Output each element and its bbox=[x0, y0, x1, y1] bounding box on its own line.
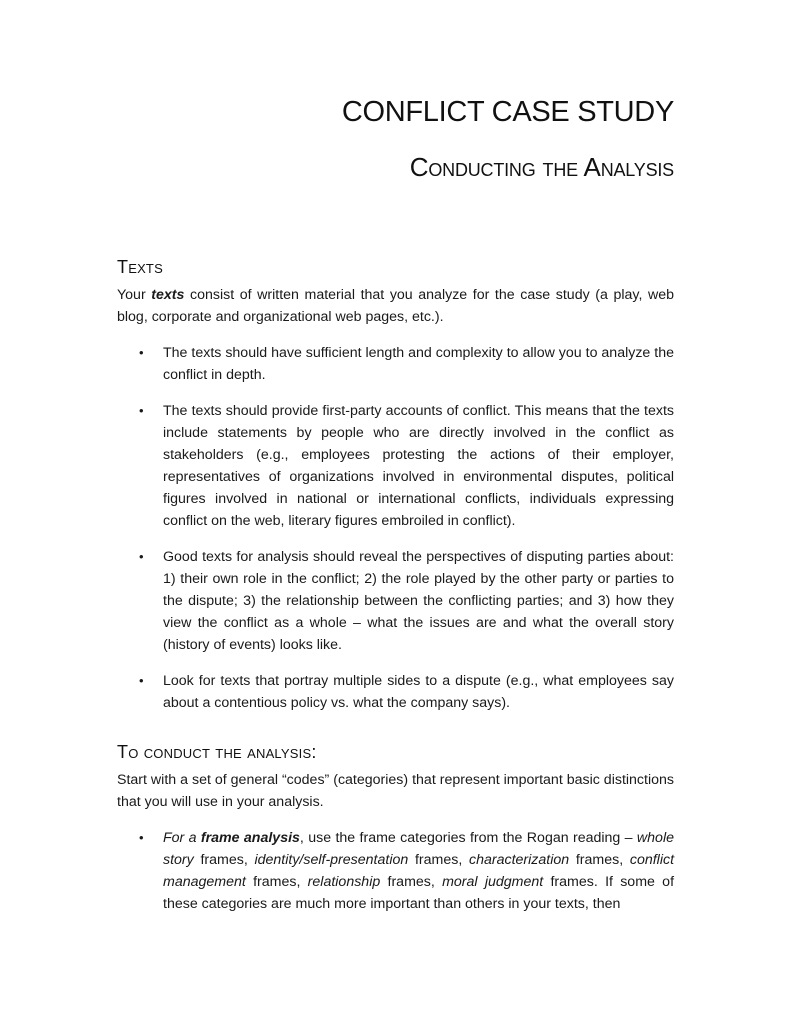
frame-analysis-term: frame analysis bbox=[200, 830, 300, 846]
document-body bbox=[117, 256, 674, 915]
texts-intro-paragraph bbox=[117, 284, 674, 328]
intro-text: Your bbox=[117, 287, 152, 303]
list-item bbox=[117, 670, 674, 714]
list-item bbox=[117, 546, 674, 656]
list-item-text: Look for texts that portray multiple sides to a dispute (e.g., what employees say about a contentious policy vs. what the company says). bbox=[163, 673, 674, 711]
bullet-icon: • bbox=[139, 403, 144, 418]
frame-name: conflict management bbox=[163, 852, 675, 890]
analysis-bullet-list bbox=[117, 827, 674, 915]
frame-lead: For a bbox=[163, 830, 201, 846]
frame-text: frames. If some of these categories are much more important than others in your texts, then bbox=[163, 874, 675, 912]
frame-name: identity/self-presentation bbox=[254, 852, 409, 868]
frame-text: frames, bbox=[380, 874, 443, 890]
frame-text: frames, bbox=[408, 852, 469, 868]
bullet-icon: • bbox=[139, 549, 144, 564]
list-item-text: The texts should have sufficient length and complexity to allow you to analyze the conflict in depth. bbox=[163, 345, 674, 383]
list-item-text: The texts should provide first-party accounts of conflict. This means that the texts include statements by people who are directly involved in the conflict as stakeholders (e.g., employees protesting the actions of their employer, representatives of organizations involved in environmental disputes, political figures involved in national or international conflicts, individuals expressing conflict on the web, literary figures embroiled in conflict). bbox=[163, 403, 674, 529]
frame-text: , use the frame categories from the Rogan reading – bbox=[299, 830, 637, 846]
page-subtitle: Conducting the Analysis bbox=[409, 152, 674, 182]
frame-text: frames, bbox=[193, 852, 255, 868]
frame-text: frames, bbox=[569, 852, 630, 868]
list-item bbox=[117, 400, 674, 532]
bullet-icon: • bbox=[139, 830, 144, 845]
frame-name: relationship bbox=[307, 874, 381, 890]
list-item bbox=[117, 342, 674, 386]
frame-name: moral judgment bbox=[442, 874, 544, 890]
bullet-icon: • bbox=[139, 345, 144, 360]
section-heading-texts: Texts bbox=[117, 257, 163, 277]
texts-term: texts bbox=[151, 287, 185, 303]
frame-name: whole story bbox=[163, 830, 674, 868]
list-item bbox=[117, 827, 674, 915]
page-title: CONFLICT CASE STUDY bbox=[341, 96, 674, 128]
list-item-text: Good texts for analysis should reveal the perspectives of disputing parties about: 1) their own role in the conflict; 2) the role played by the other party or parties to the dispute; 3) the relationship between the conflicting parties; and 3) how they view the conflict as a whole – what the issues are and what the overall story (history of events) looks like. bbox=[163, 549, 674, 653]
texts-bullet-list bbox=[117, 342, 674, 714]
analysis-intro-paragraph: Start with a set of general “codes” (categories) that represent important basic distinctions that you will use in your analysis. bbox=[117, 772, 674, 810]
intro-text-rest: consist of written material that you analyze for the case study (a play, web blog, corporate and organizational web pages, etc.). bbox=[117, 287, 675, 325]
section-heading-analysis: To conduct the analysis: bbox=[117, 742, 317, 762]
frame-text: frames, bbox=[245, 874, 308, 890]
frame-name: characterization bbox=[468, 852, 570, 868]
bullet-icon: • bbox=[139, 673, 144, 688]
